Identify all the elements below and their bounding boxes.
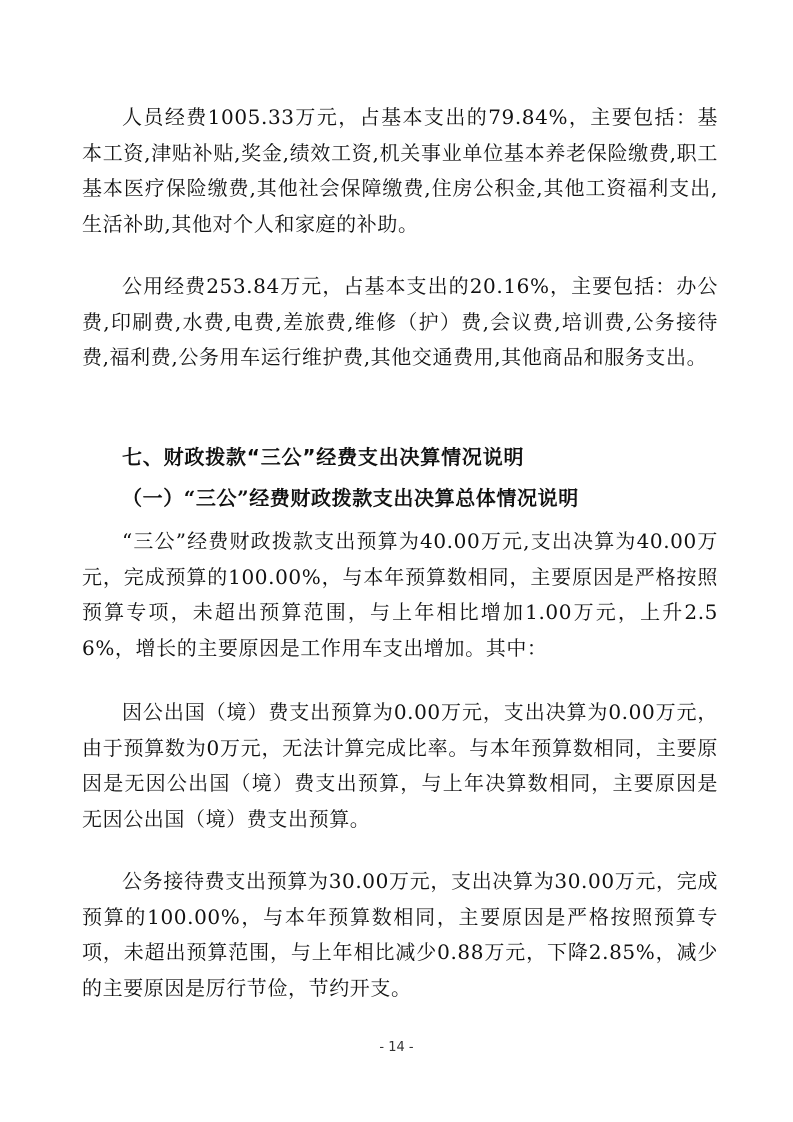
section-heading: 七、财政拨款“三公”经费支出决算情况说明: [122, 445, 525, 469]
paragraph-three-public-overall: “三公”经费财政拨款支出预算为40.00万元,支出决算为40.00万元，完成预算的100.00%，与本年预算数相同，主要原因是严格按照预算专项，未超出预算范围，与上年相比增加1.00万元，上升2.56%，增长的主要原因是工作用车支出增加。其中：: [82, 529, 718, 660]
paragraph-reception-expenses: 公务接待费支出预算为30.00万元，支出决算为30.00万元，完成预算的100.00%，与本年预算数相同，主要原因是严格按照预算专项，未超出预算范围，与上年相比减少0.88万元，下降2.85%，减少的主要原因是厉行节俭，节约开支。: [82, 869, 718, 1000]
paragraph-overseas-expenses: 因公出国（境）费支出预算为0.00万元，支出决算为0.00万元，由于预算数为0万元，无法计算完成比率。与本年预算数相同，主要原因是无因公出国（境）费支出预算，与上年决算数相同，主要原因是无因公出国（境）费支出预算。: [82, 700, 718, 831]
paragraph-personnel-expenses: 人员经费1005.33万元，占基本支出的79.84%，主要包括：基本工资,津贴补贴,奖金,绩效工资,机关事业单位基本养老保险缴费,职工基本医疗保险缴费,其他社会保障缴费,住房公积金,其他工资福利支出,生活补助,其他对个人和家庭的补助。: [82, 105, 718, 236]
subsection-heading: （一）“三公”经费财政拨款支出决算总体情况说明: [122, 486, 579, 510]
page-number: - 14 -: [379, 1040, 414, 1055]
paragraph-public-expenses: 公用经费253.84万元，占基本支出的20.16%，主要包括：办公费,印刷费,水费,电费,差旅费,维修（护）费,会议费,培训费,公务接待费,福利费,公务用车运行维护费,其他交通费用,其他商品和服务支出。: [82, 274, 718, 369]
